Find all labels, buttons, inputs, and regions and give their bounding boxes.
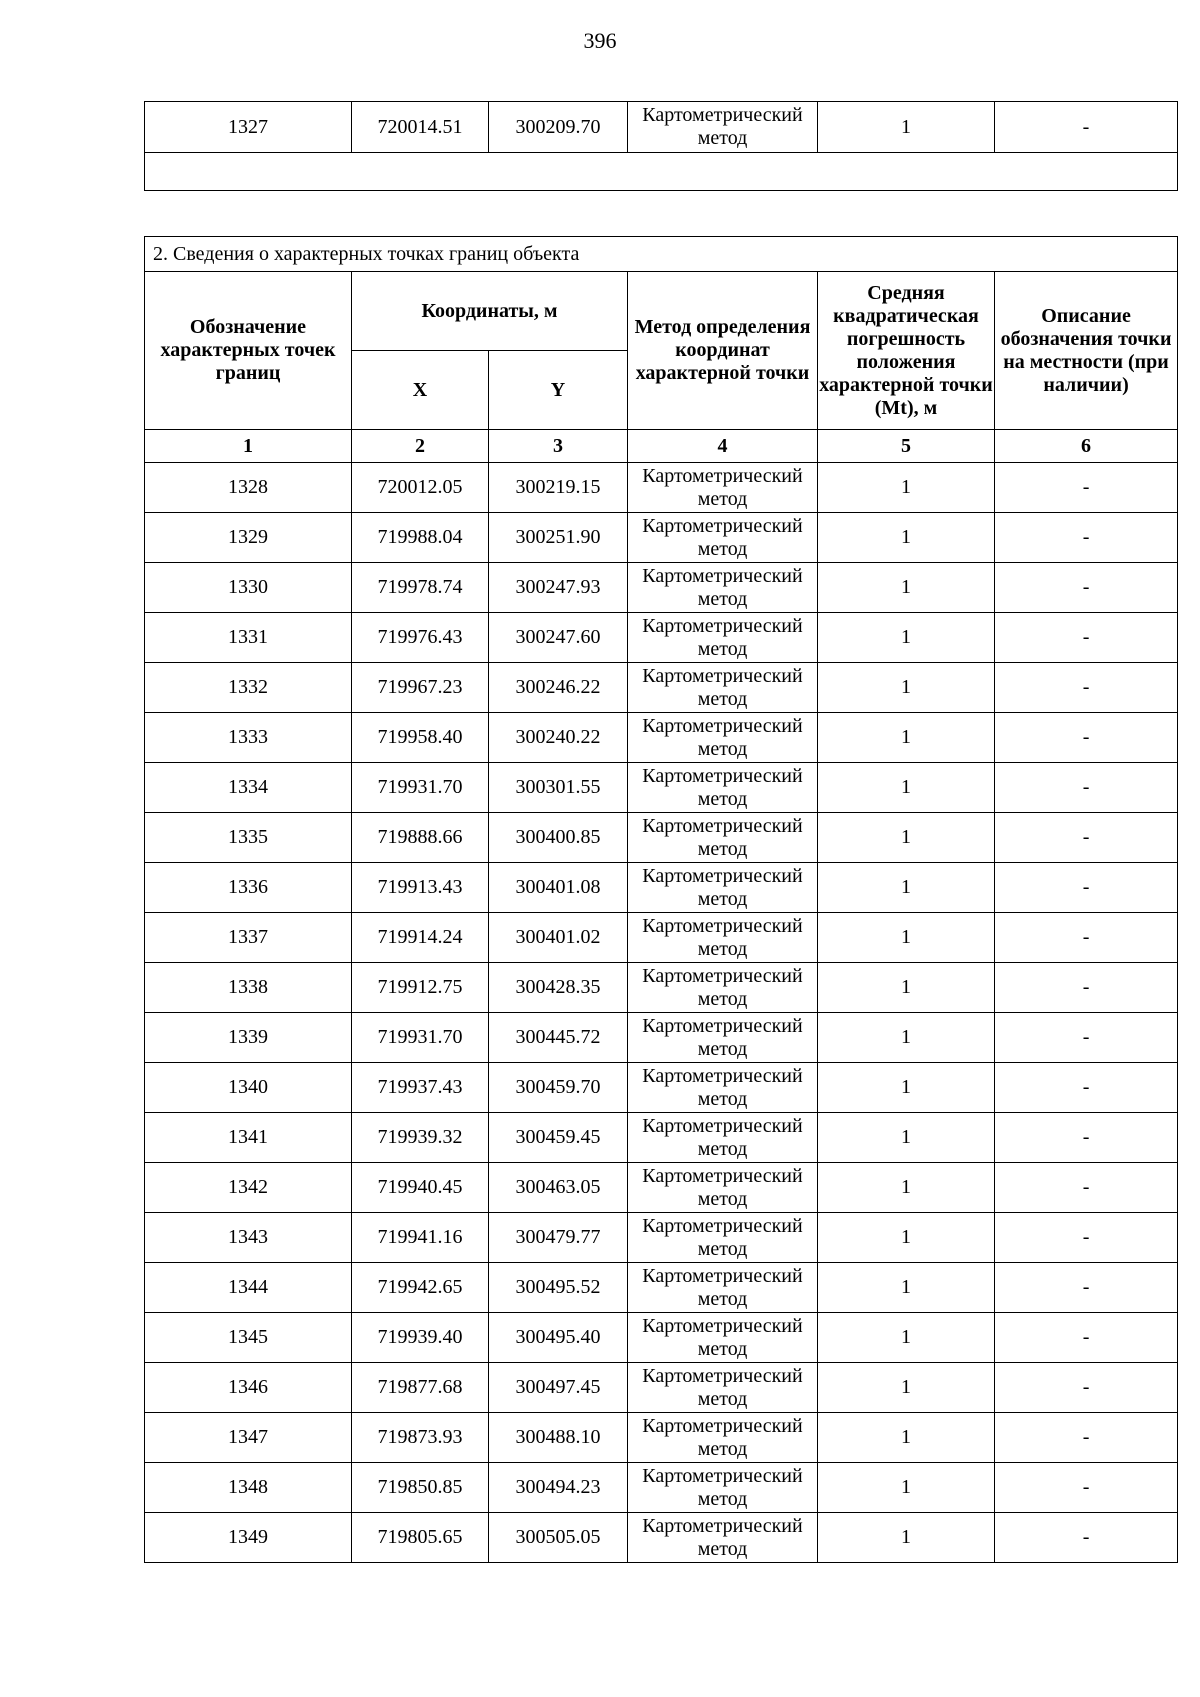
x-coordinate-cell: 719988.04 [352,513,489,563]
description-cell: - [995,763,1178,813]
section-title: 2. Сведения о характерных точках границ объекта [145,237,1178,272]
method-cell: Картометрический метод [628,1213,818,1263]
table-row [145,963,1178,1013]
error-cell: 1 [818,613,995,663]
method-cell: Картометрический метод [628,563,818,613]
description-cell: - [995,1513,1178,1563]
x-coordinate-cell: 719967.23 [352,663,489,713]
table-row [145,863,1178,913]
table-row [145,763,1178,813]
error-cell: 1 [818,1213,995,1263]
y-coordinate-cell: 300247.93 [489,563,628,613]
table-row [145,1463,1178,1513]
point-id-cell: 1342 [145,1163,352,1213]
header-method: Метод определения координат характерной точки [628,272,818,430]
description-cell: - [995,1413,1178,1463]
error-cell: 1 [818,1513,995,1563]
y-coordinate-cell: 300497.45 [489,1363,628,1413]
description-cell: - [995,1263,1178,1313]
error-cell: 1 [818,1113,995,1163]
method-cell: Картометрический метод [628,1463,818,1513]
x-coordinate-cell: 719976.43 [352,613,489,663]
method-cell: Картометрический метод [628,463,818,513]
section-title-row [145,237,1178,272]
table-row [145,1363,1178,1413]
error-cell: 1 [818,1363,995,1413]
description-cell: - [995,1113,1178,1163]
error-cell: 1 [818,1163,995,1213]
description-cell: - [995,813,1178,863]
y-coordinate-cell: 300494.23 [489,1463,628,1513]
y-coordinate-cell: 300505.05 [489,1513,628,1563]
method-cell: Картометрический метод [628,1363,818,1413]
y-coordinate-cell: 300463.05 [489,1163,628,1213]
method-cell: Картометрический метод [628,763,818,813]
y-coordinate-cell: 300401.02 [489,913,628,963]
x-coordinate-cell: 719850.85 [352,1463,489,1513]
point-id-cell: 1336 [145,863,352,913]
description-cell: - [995,463,1178,513]
x-coordinate-cell: 719941.16 [352,1213,489,1263]
method-cell: Картометрический метод [628,813,818,863]
y-coordinate-cell: 300459.70 [489,1063,628,1113]
y-coordinate-cell: 300246.22 [489,663,628,713]
column-number: 3 [489,430,628,463]
x-coordinate-cell: 720012.05 [352,463,489,513]
x-coordinate-cell: 719958.40 [352,713,489,763]
point-id-cell: 1347 [145,1413,352,1463]
method-cell: Картометрический метод [628,1513,818,1563]
column-number-row [145,430,1178,463]
column-number: 5 [818,430,995,463]
table-row [145,1213,1178,1263]
method-cell: Картометрический метод [628,963,818,1013]
table-row [145,1513,1178,1563]
y-coordinate-cell: 300301.55 [489,763,628,813]
table-row [145,1113,1178,1163]
point-id-cell: 1335 [145,813,352,863]
y-coordinate-cell: 300240.22 [489,713,628,763]
x-coordinate-cell: 719805.65 [352,1513,489,1563]
error-cell: 1 [818,1313,995,1363]
description-cell: - [995,1313,1178,1363]
column-number: 1 [145,430,352,463]
header-point-designation: Обозначение характерных точек границ [145,272,352,430]
error-cell: 1 [818,963,995,1013]
error-cell: 1 [818,1063,995,1113]
method-cell: Картометрический метод [628,1413,818,1463]
method-cell: Картометрический метод [628,1063,818,1113]
y-coordinate-cell: 300479.77 [489,1213,628,1263]
error-cell: 1 [818,513,995,563]
error-cell: 1 [818,763,995,813]
point-id-cell: 1345 [145,1313,352,1363]
continuation-table [144,101,1178,191]
point-id-cell: 1349 [145,1513,352,1563]
description-cell: - [995,102,1178,153]
point-id-cell: 1329 [145,513,352,563]
x-coordinate-cell: 719978.74 [352,563,489,613]
header-coordinates: Координаты, м [352,272,628,351]
method-cell: Картометрический метод [628,1113,818,1163]
x-coordinate-cell: 719931.70 [352,1013,489,1063]
x-coordinate-cell: 719937.43 [352,1063,489,1113]
description-cell: - [995,863,1178,913]
error-cell: 1 [818,102,995,153]
header-x: X [352,351,489,430]
x-coordinate-cell: 719877.68 [352,1363,489,1413]
y-coordinate-cell: 300488.10 [489,1413,628,1463]
y-coordinate-cell: 300459.45 [489,1113,628,1163]
y-coordinate-cell: 300495.52 [489,1263,628,1313]
description-cell: - [995,563,1178,613]
table-row [145,713,1178,763]
header-y: Y [489,351,628,430]
description-cell: - [995,1163,1178,1213]
point-id-cell: 1332 [145,663,352,713]
y-coordinate-cell: 300251.90 [489,513,628,563]
blank-cell [145,153,1178,191]
description-cell: - [995,663,1178,713]
description-cell: - [995,1063,1178,1113]
table-row [145,813,1178,863]
table-row [145,463,1178,513]
table-row [145,1163,1178,1213]
error-cell: 1 [818,813,995,863]
x-coordinate-cell: 719914.24 [352,913,489,963]
method-cell: Картометрический метод [628,863,818,913]
description-cell: - [995,1213,1178,1263]
point-id-cell: 1339 [145,1013,352,1063]
point-id-cell: 1333 [145,713,352,763]
y-coordinate-cell: 300445.72 [489,1013,628,1063]
method-cell: Картометрический метод [628,713,818,763]
method-cell: Картометрический метод [628,1163,818,1213]
table-row [145,513,1178,563]
error-cell: 1 [818,713,995,763]
description-cell: - [995,713,1178,763]
point-id-cell: 1330 [145,563,352,613]
continuation-table-body [145,102,1178,153]
point-id-cell: 1340 [145,1063,352,1113]
method-cell: Картометрический метод [628,1313,818,1363]
y-coordinate-cell: 300247.60 [489,613,628,663]
error-cell: 1 [818,913,995,963]
error-cell: 1 [818,1263,995,1313]
method-cell: Картометрический метод [628,613,818,663]
description-cell: - [995,913,1178,963]
description-cell: - [995,513,1178,563]
y-coordinate-cell: 300400.85 [489,813,628,863]
point-id-cell: 1346 [145,1363,352,1413]
x-coordinate-cell: 719888.66 [352,813,489,863]
table-row [145,663,1178,713]
header-description: Описание обозначения точки на местности (при наличии) [995,272,1178,430]
description-cell: - [995,1463,1178,1513]
table-row [145,1063,1178,1113]
table-row [145,913,1178,963]
method-cell: Картометрический метод [628,1263,818,1313]
boundary-points-table [144,236,1178,1563]
column-number: 6 [995,430,1178,463]
error-cell: 1 [818,663,995,713]
point-id-cell: 1341 [145,1113,352,1163]
method-cell: Картометрический метод [628,513,818,563]
error-cell: 1 [818,863,995,913]
header-row [145,272,1178,351]
point-id-cell: 1338 [145,963,352,1013]
boundary-points-body [145,463,1178,1563]
header-error: Средняя квадратическая погрешность положения характерной точки (Mt), м [818,272,995,430]
method-cell: Картометрический метод [628,663,818,713]
method-cell: Картометрический метод [628,102,818,153]
point-id-cell: 1328 [145,463,352,513]
error-cell: 1 [818,463,995,513]
point-id-cell: 1337 [145,913,352,963]
x-coordinate-cell: 719873.93 [352,1413,489,1463]
y-coordinate-cell: 300495.40 [489,1313,628,1363]
table-row [145,102,1178,153]
y-coordinate-cell: 300219.15 [489,463,628,513]
error-cell: 1 [818,1013,995,1063]
x-coordinate-cell: 720014.51 [352,102,489,153]
table-row [145,563,1178,613]
column-number: 4 [628,430,818,463]
description-cell: - [995,1013,1178,1063]
table-row [145,1313,1178,1363]
description-cell: - [995,1363,1178,1413]
blank-row [145,153,1178,191]
y-coordinate-cell: 300401.08 [489,863,628,913]
table-row [145,1263,1178,1313]
table-row [145,1413,1178,1463]
x-coordinate-cell: 719939.32 [352,1113,489,1163]
y-coordinate-cell: 300428.35 [489,963,628,1013]
x-coordinate-cell: 719940.45 [352,1163,489,1213]
point-id-cell: 1327 [145,102,352,153]
error-cell: 1 [818,563,995,613]
x-coordinate-cell: 719939.40 [352,1313,489,1363]
column-number: 2 [352,430,489,463]
point-id-cell: 1343 [145,1213,352,1263]
error-cell: 1 [818,1463,995,1513]
page-number: 396 [583,28,617,53]
point-id-cell: 1331 [145,613,352,663]
table-row [145,613,1178,663]
y-coordinate-cell: 300209.70 [489,102,628,153]
method-cell: Картометрический метод [628,913,818,963]
description-cell: - [995,613,1178,663]
method-cell: Картометрический метод [628,1013,818,1063]
x-coordinate-cell: 719931.70 [352,763,489,813]
point-id-cell: 1348 [145,1463,352,1513]
point-id-cell: 1334 [145,763,352,813]
table-row [145,1013,1178,1063]
description-cell: - [995,963,1178,1013]
x-coordinate-cell: 719942.65 [352,1263,489,1313]
error-cell: 1 [818,1413,995,1463]
point-id-cell: 1344 [145,1263,352,1313]
x-coordinate-cell: 719912.75 [352,963,489,1013]
x-coordinate-cell: 719913.43 [352,863,489,913]
